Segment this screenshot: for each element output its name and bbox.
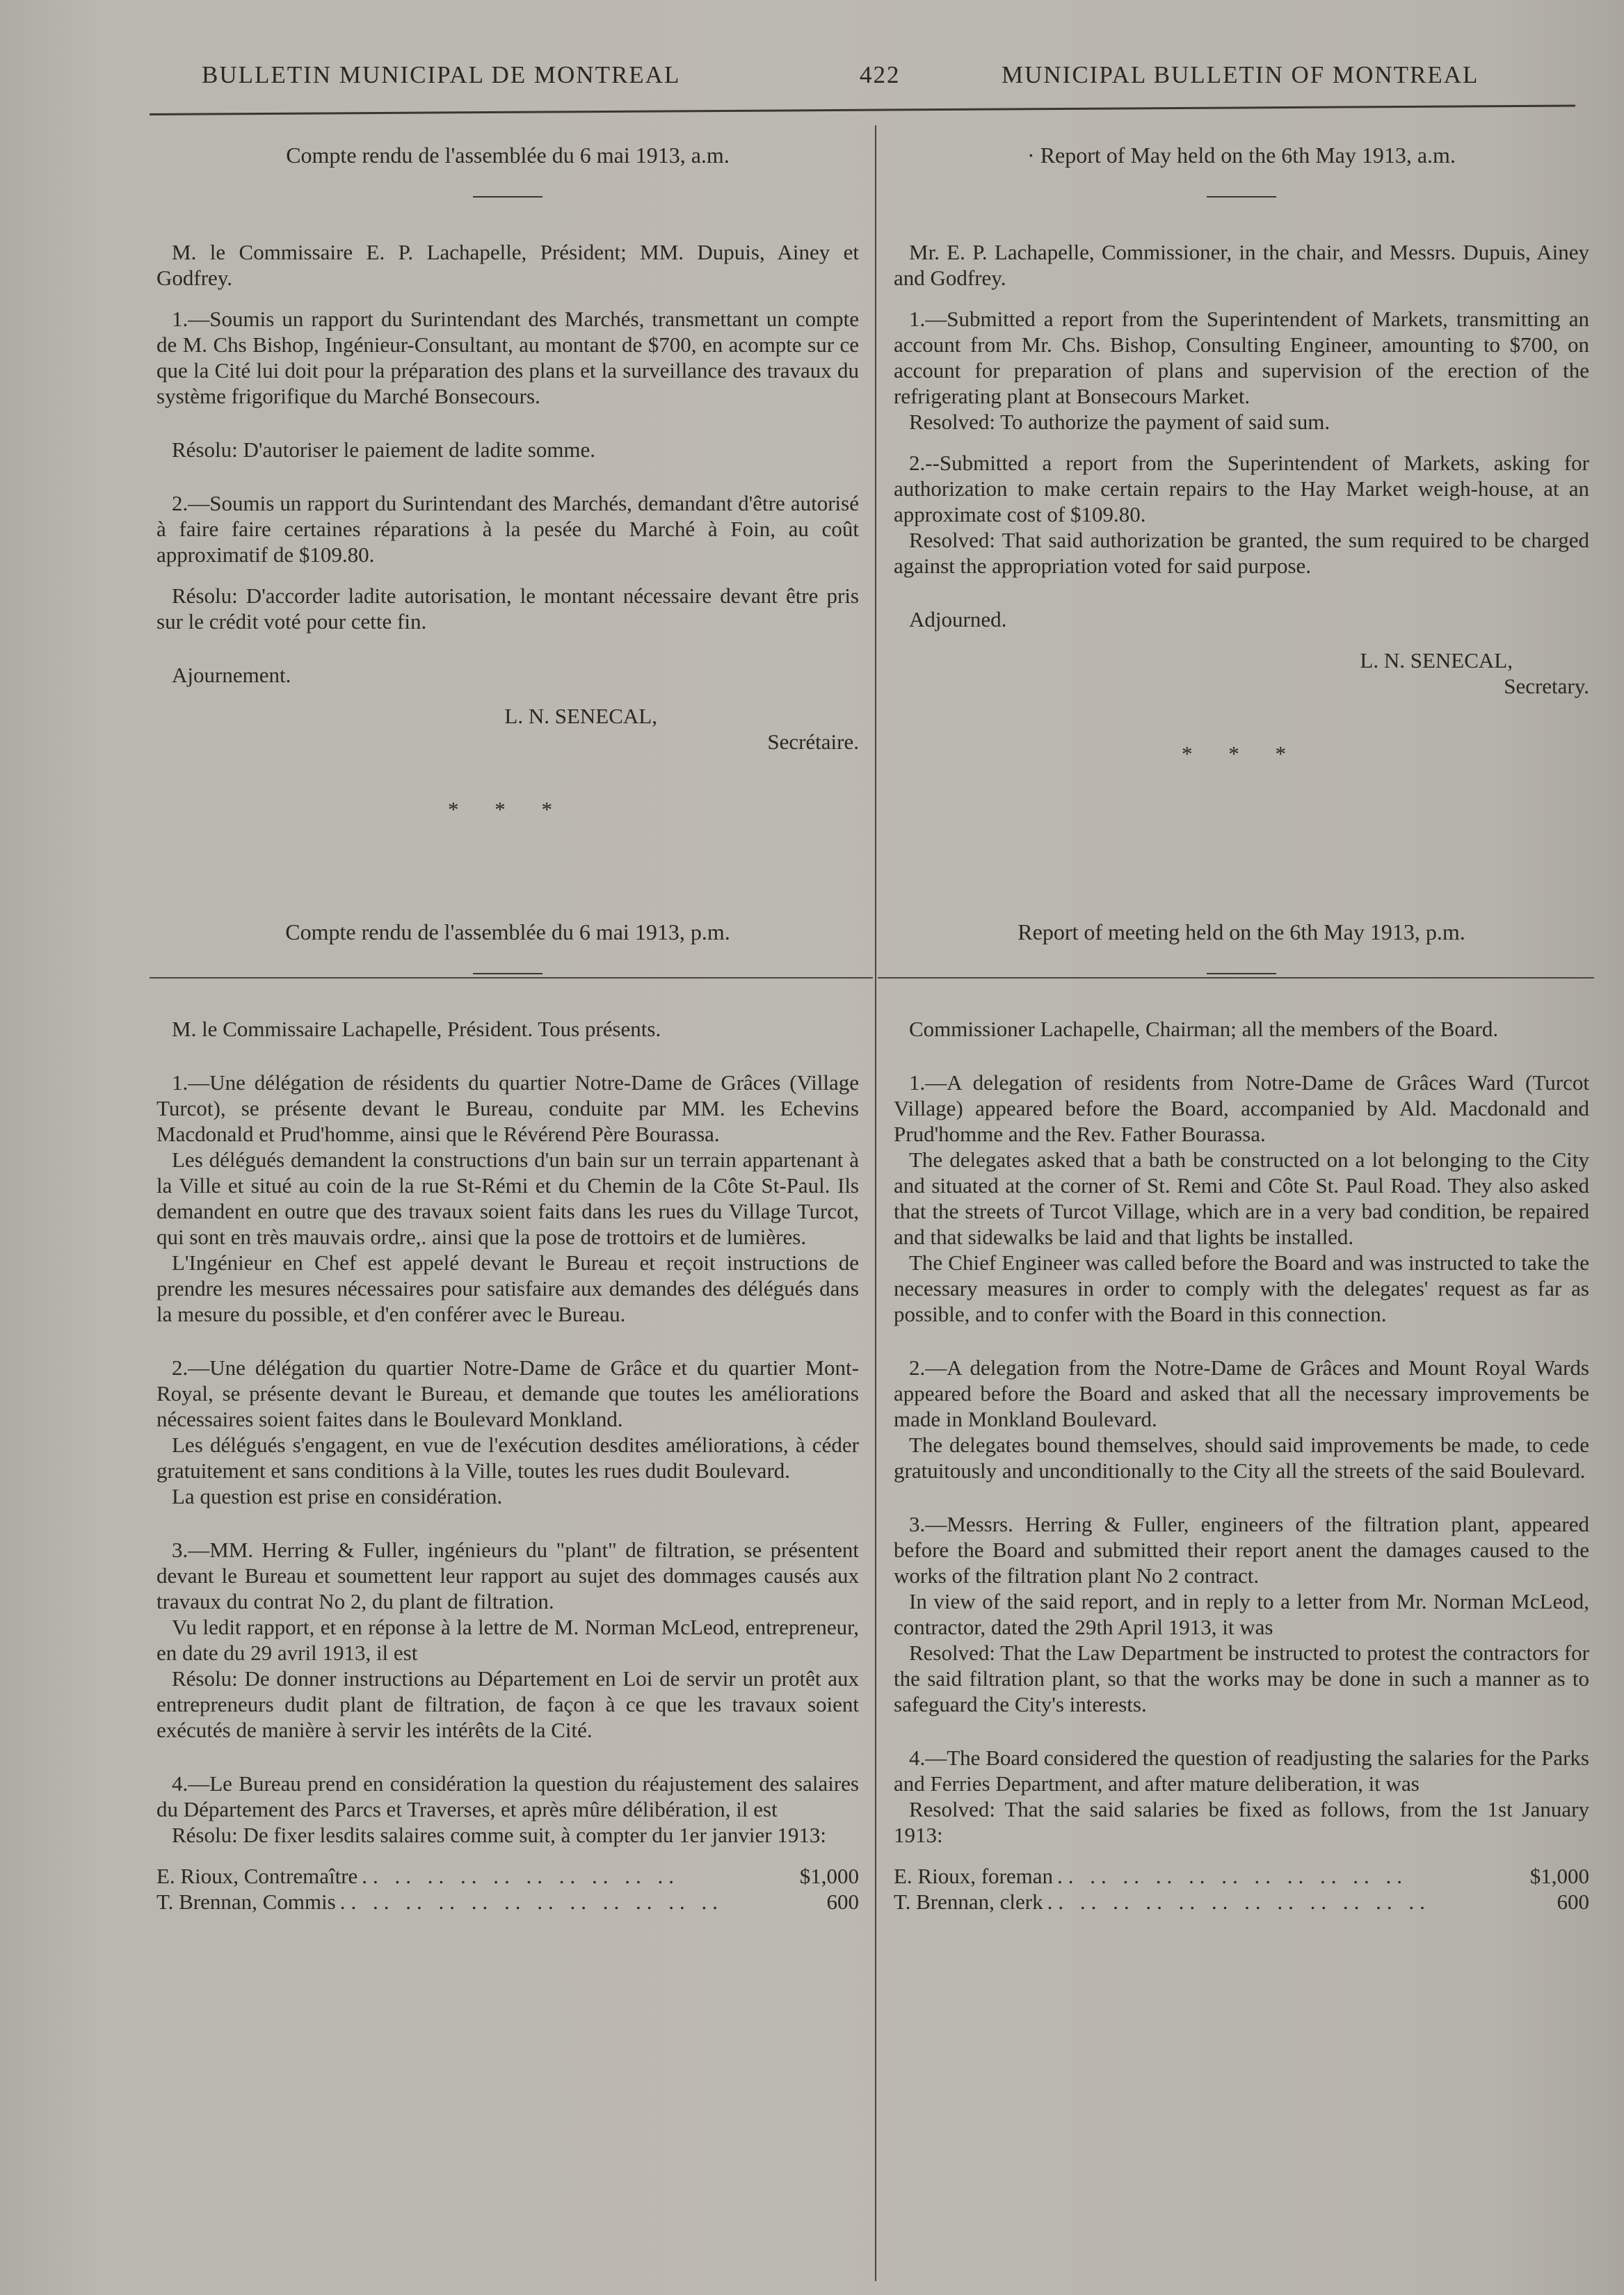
salary-row xyxy=(894,1889,1589,1915)
french-pm-item-1a: 1.—Une délégation de résidents du quartier Notre-Dame de Grâces (Village Turcot), se présente devant le Bureau, conduite par MM. les Echevins Macdonald et Prud'homme, ainsi que le Révérend Père Bourassa. xyxy=(156,1070,859,1146)
english-am-signature-title: Secretary. xyxy=(1504,674,1589,698)
english-am-attendance: Mr. E. P. Lachapelle, Commissioner, in the chair, and Messrs. Dupuis, Ainey and Godfrey. xyxy=(894,240,1589,290)
english-pm-heading: Report of meeting held on the 6th May 1913, p.m. xyxy=(1018,919,1465,944)
english-pm-item-4b: Resolved: That the said salaries be fixed as follows, from the 1st January 1913: xyxy=(894,1797,1589,1847)
french-am-signature-title: Secrétaire. xyxy=(767,730,859,754)
french-pm-item-2b: Les délégués s'engagent, en vue de l'exécution desdites améliorations, à céder gratuitement et sans conditions à la Ville, toutes les rues dudit Boulevard. xyxy=(156,1433,859,1483)
french-pm-item-4b: Résolu: De fixer lesdits salaires comme suit, à compter du 1er janvier 1913: xyxy=(172,1823,826,1847)
french-am-signature-name: L. N. SENECAL, xyxy=(504,704,657,728)
french-pm-attendance: M. le Commissaire Lachapelle, Président. Tous présents. xyxy=(172,1017,661,1041)
header-english-title: MUNICIPAL BULLETIN OF MONTREAL xyxy=(1002,61,1479,88)
english-am-adjourn: Adjourned. xyxy=(909,607,1007,631)
english-pm-item-1c: The Chief Engineer was called before the Board and was instructed to take the necessary measures in order to comply with the delegates' request as far as possible, and to confer with the Board in this connection. xyxy=(894,1250,1589,1326)
french-am-item-2: 2.—Soumis un rapport du Surintendant des Marchés, demandant d'être autorisé à faire faire certaines réparations à la pesée du Marché à Foin, au coût approximatif de $109.80. xyxy=(156,491,859,567)
french-pm-item-1c: L'Ingénieur en Chef est appelé devant le Bureau et reçoit instructions de prendre les mesures nécessaires pour satisfaire aux demandes des délégués dans la mesure du possible, et d'en conférer avec le Bureau. xyxy=(156,1250,859,1326)
header-rule xyxy=(150,104,1575,115)
salary-name: E. Rioux, foreman xyxy=(894,1864,1054,1888)
salary-row xyxy=(156,1863,859,1889)
english-am-item-1: 1.—Submitted a report from the Superintendent of Markets, transmitting an account from Mr. Chs. Bishop, Consulting Engineer, amounting to $700, on account for preparation of plans and supervision of the erection of the refrigerating plant at Bonsecours Market. xyxy=(894,307,1589,408)
english-pm-item-3a: 3.—Messrs. Herring & Fuller, engineers of the filtration plant, appeared before the Board and submitted their report anent the damages caused to the works of the filtration plant No 2 contract. xyxy=(894,1512,1589,1588)
salary-amount: $1,000 xyxy=(799,1864,859,1888)
dot-leader: .. .. .. .. .. .. .. .. .. .. .. xyxy=(1057,1864,1408,1888)
dot-leader: .. .. .. .. .. .. .. .. .. .. xyxy=(362,1864,680,1888)
english-am-item-1-resolved: Resolved: To authorize the payment of said sum. xyxy=(909,410,1330,434)
french-am-item-2-resolved: Résolu: D'accorder ladite autorisation, le montant nécessaire devant être pris sur le crédit voté pour cette fin. xyxy=(156,583,859,634)
french-pm-section xyxy=(156,919,859,1915)
english-pm-item-3b: In view of the said report, and in reply to a letter from Mr. Norman McLeod, contractor, dated the 29th April 1913, it was xyxy=(894,1589,1589,1639)
french-pm-item-4a: 4.—Le Bureau prend en considération la question du réajustement des salaires du Département des Parcs et Traverses, et après mûre délibération, il est xyxy=(156,1771,859,1821)
english-am-item-2: 2.--Submitted a report from the Superintendent of Markets, asking for authorization to make certain repairs to the Hay Market weigh-house, at an approximate cost of $109.80. xyxy=(894,451,1589,526)
french-am-heading: Compte rendu de l'assemblée du 6 mai 1913, a.m. xyxy=(286,143,730,168)
header-french-title: BULLETIN MUNICIPAL DE MONTREAL xyxy=(202,61,681,88)
french-pm-item-2a: 2.—Une délégation du quartier Notre-Dame de Grâce et du quartier Mont-Royal, se présente devant le Bureau, et demande que toutes les améliorations nécessaires soient faites dans le Boulevard Monkland. xyxy=(156,1355,859,1431)
english-pm-item-2a: 2.—A delegation from the Notre-Dame de Grâces and Mount Royal Wards appeared before the Board and asked that all the necessary improvements be made in Monkland Boulevard. xyxy=(894,1355,1589,1431)
salary-name: T. Brennan, clerk xyxy=(894,1890,1043,1914)
french-am-item-1-resolved: Résolu: D'autoriser le paiement de ladite somme. xyxy=(172,437,596,462)
salary-row xyxy=(156,1889,859,1915)
english-am-item-2-resolved: Resolved: That said authorization be granted, the sum required to be charged against the appropriation voted for said purpose. xyxy=(894,528,1589,578)
english-am-heading: · Report of May held on the 6th May 1913, a.m. xyxy=(1027,143,1456,168)
salary-name: E. Rioux, Contremaître xyxy=(156,1864,358,1888)
french-am-section xyxy=(156,143,859,822)
english-pm-item-1b: The delegates asked that a bath be constructed on a lot belonging to the City and situated at the corner of St. Remi and Côte St. Paul Road. They also asked that the streets of Turcot Village, which are in a very bad condition, be repaired and that sidewalks be laid and that lights be installed. xyxy=(894,1148,1589,1249)
french-am-item-1: 1.—Soumis un rapport du Surintendant des Marchés, transmettant un compte de M. Chs Bishop, Ingénieur-Consultant, au montant de $700, en acompte sur ce que la Cité lui doit pour la préparation des plans et la surveillance des travaux du système frigorifique du Marché Bonsecours. xyxy=(156,307,859,408)
english-pm-item-2b: The delegates bound themselves, should said improvements be made, to cede gratuitously and unconditionally to the City all the streets of the said Boulevard. xyxy=(894,1433,1589,1483)
english-pm-item-4a: 4.—The Board considered the question of readjusting the salaries for the Parks and Ferries Department, and after mature deliberation, it was xyxy=(894,1746,1589,1796)
french-pm-item-1b: Les délégués demandent la constructions d'un bain sur un terrain appartenant à la Ville et situé au coin de la rue St-Rémi et du Chemin de la Côte St-Paul. Ils demandent en outre que des travaux soient faits dans les rues du Village Turcot, qui sont en très mauvais ordre,. ainsi que la pose de trottoirs et de lumières. xyxy=(156,1148,859,1249)
salary-amount: $1,000 xyxy=(1529,1864,1589,1888)
salary-name: T. Brennan, Commis xyxy=(156,1890,336,1914)
english-pm-attendance: Commissioner Lachapelle, Chairman; all the members of the Board. xyxy=(909,1017,1499,1041)
section-separator-stars: * * * xyxy=(1182,741,1301,766)
french-pm-item-3a: 3.—MM. Herring & Fuller, ingénieurs du "plant" de filtration, se présentent devant le Bureau et soumettent leur rapport au sujet des dommages causés aux travaux du contrat No 2, du plant de filtration. xyxy=(156,1538,859,1613)
dot-leader: .. .. .. .. .. .. .. .. .. .. .. .. xyxy=(1047,1890,1431,1914)
french-pm-item-2c: La question est prise en considération. xyxy=(172,1484,503,1508)
column-divider xyxy=(875,125,876,2281)
english-am-signature-name: L. N. SENECAL, xyxy=(1360,648,1513,673)
section-separator-stars: * * * xyxy=(448,797,568,821)
french-pm-heading: Compte rendu de l'assemblée du 6 mai 1913, p.m. xyxy=(285,919,730,944)
english-am-section xyxy=(894,143,1589,766)
salary-amount: 600 xyxy=(1557,1890,1589,1914)
salary-amount: 600 xyxy=(826,1890,859,1914)
page-number: 422 xyxy=(860,61,901,88)
french-pm-item-3b: Vu ledit rapport, et en réponse à la lettre de M. Norman McLeod, entrepreneur, en date du 29 avril 1913, il est xyxy=(156,1615,859,1665)
english-pm-section xyxy=(894,919,1589,1915)
salary-row xyxy=(894,1863,1589,1889)
page-header xyxy=(0,61,1624,103)
french-am-adjourn: Ajournement. xyxy=(172,663,291,687)
french-pm-item-3c: Résolu: De donner instructions au Département en Loi de servir un protêt aux entrepreneurs dudit plant de filtration, de façon à ce que les travaux soient exécutés de manière à servir les intérêts de la Cité. xyxy=(156,1666,859,1742)
french-am-attendance: M. le Commissaire E. P. Lachapelle, Président; MM. Dupuis, Ainey et Godfrey. xyxy=(156,240,859,290)
dot-leader: .. .. .. .. .. .. .. .. .. .. .. .. xyxy=(339,1890,723,1914)
english-pm-item-3c: Resolved: That the Law Department be instructed to protest the contractors for the said filtration plant, so that the works may be done in such a manner as to safeguard the City's interests. xyxy=(894,1641,1589,1716)
english-pm-item-1a: 1.—A delegation of residents from Notre-Dame de Grâces Ward (Turcot Village) appeared before the Board, accompanied by Ald. Macdonald and Prud'homme and the Rev. Father Bourassa. xyxy=(894,1070,1589,1146)
